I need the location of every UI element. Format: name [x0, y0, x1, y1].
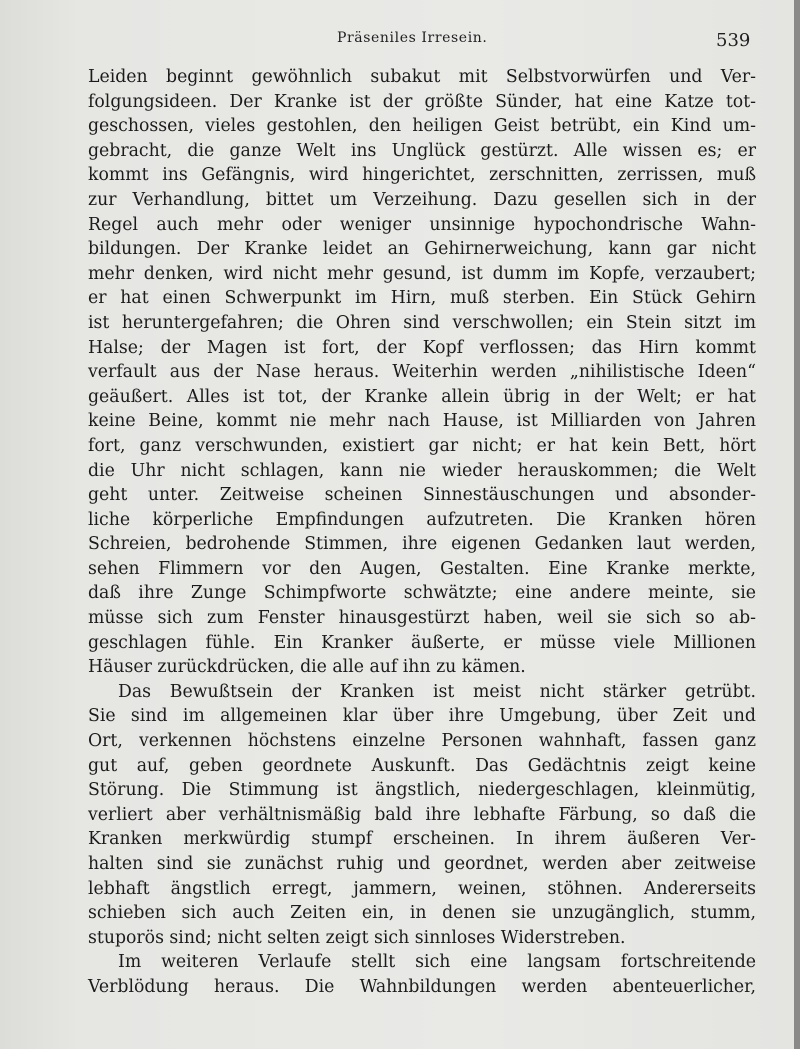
running-title: Präseniles Irresein.: [337, 30, 488, 46]
page-edge-shadow: [794, 0, 800, 1049]
text-line: die Uhr nicht schlagen, kann nie wieder herauskommen; die Welt: [88, 460, 756, 481]
text-line: Leiden beginnt gewöhnlich subakut mit Selbstvorwürfen und Ver-: [88, 67, 756, 87]
text-line: Störung. Die Stimmung ist ängstlich, niedergeschlagen, kleinmütig,: [88, 780, 756, 801]
paragraph-end-line: Häuser zurückdrücken, die alle auf ihn zu kämen.: [88, 657, 526, 678]
page-header: [0, 26, 800, 56]
text-line: geschlagen fühle. Ein Kranker äußerte, er müsse viele Millionen: [88, 632, 756, 653]
text-line: schieben sich auch Zeiten ein, in denen sie unzugänglich, stumm,: [88, 903, 756, 924]
text-line: geht unter. Zeitweise scheinen Sinnestäuschungen und absonder-: [88, 485, 756, 506]
text-line: Schreien, bedrohende Stimmen, ihre eigenen Gedanken laut werden,: [88, 534, 756, 555]
paragraph-start-line: Im weiteren Verlaufe stellt sich eine langsam fortschreitende: [118, 952, 756, 973]
text-line: gebracht, die ganze Welt ins Unglück gestürzt. Alle wissen es; er: [88, 140, 756, 161]
text-line: Kranken merkwürdig stumpf erscheinen. In ihrem äußeren Ver-: [88, 829, 756, 850]
text-line: er hat einen Schwerpunkt im Hirn, muß sterben. Ein Stück Gehirn: [88, 288, 756, 309]
text-line: folgungsideen. Der Kranke ist der größte Sünder, hat eine Katze tot-: [88, 91, 756, 112]
text-line: kommt ins Gefängnis, wird hingerichtet, zerschnitten, zerrissen, muß: [88, 165, 756, 186]
text-line: sehen Flimmern vor den Augen, Gestalten. Eine Kranke merkte,: [88, 558, 756, 579]
text-line: daß ihre Zunge Schimpfworte schwätzte; eine andere meinte, sie: [88, 583, 756, 604]
text-line: keine Beine, kommt nie mehr nach Hause, ist Milliarden von Jahren: [88, 411, 756, 432]
text-line: verliert aber verhältnismäßig bald ihre lebhafte Färbung, so daß die: [88, 804, 756, 825]
text-line: fort, ganz verschwunden, existiert gar nicht; er hat kein Bett, hört: [88, 435, 756, 456]
text-line: gut auf, geben geordnete Auskunft. Das Gedächtnis zeigt keine: [88, 755, 756, 776]
text-line: Ort, verkennen höchstens einzelne Personen wahnhaft, fassen ganz: [88, 731, 756, 752]
text-line: verfault aus der Nase heraus. Weiterhin werden „nihilistische Ideen“: [88, 362, 756, 383]
text-line: liche körperliche Empfindungen aufzutreten. Die Kranken hören: [88, 509, 756, 530]
text-line: lebhaft ängstlich erregt, jammern, weinen, stöhnen. Andererseits: [88, 878, 756, 899]
text-line: geäußert. Alles ist tot, der Kranke allein übrig in der Welt; er hat: [88, 386, 756, 407]
paragraph-end-line: stuporös sind; nicht selten zeigt sich sinnloses Widerstreben.: [88, 927, 626, 948]
body-text: [88, 65, 756, 1000]
page-number: 539: [716, 30, 751, 51]
text-line: zur Verhandlung, bittet um Verzeihung. Dazu gesellen sich in der: [88, 189, 756, 210]
text-line: mehr denken, wird nicht mehr gesund, ist dumm im Kopfe, verzaubert;: [88, 263, 756, 284]
text-line: halten sind sie zunächst ruhig und geordnet, werden aber zeitweise: [88, 854, 756, 874]
text-line: Halse; der Magen ist fort, der Kopf verflossen; das Hirn kommt: [88, 337, 756, 358]
text-line: ist heruntergefahren; die Ohren sind verschwollen; ein Stein sitzt im: [88, 312, 756, 333]
text-line: bildungen. Der Kranke leidet an Gehirnerweichung, kann gar nicht: [88, 239, 756, 260]
text-line: Sie sind im allgemeinen klar über ihre Umgebung, über Zeit und: [88, 706, 756, 727]
text-line: müsse sich zum Fenster hinausgestürzt haben, weil sie sich so ab-: [88, 608, 756, 629]
text-line: Verblödung heraus. Die Wahnbildungen werden abenteuerlicher,: [88, 976, 756, 997]
paragraph-start-line: Das Bewußtsein der Kranken ist meist nicht stärker getrübt.: [118, 681, 756, 702]
text-line: geschossen, vieles gestohlen, den heiligen Geist betrübt, ein Kind um-: [88, 116, 756, 137]
text-line: Regel auch mehr oder weniger unsinnige hypochondrische Wahn-: [88, 214, 756, 235]
